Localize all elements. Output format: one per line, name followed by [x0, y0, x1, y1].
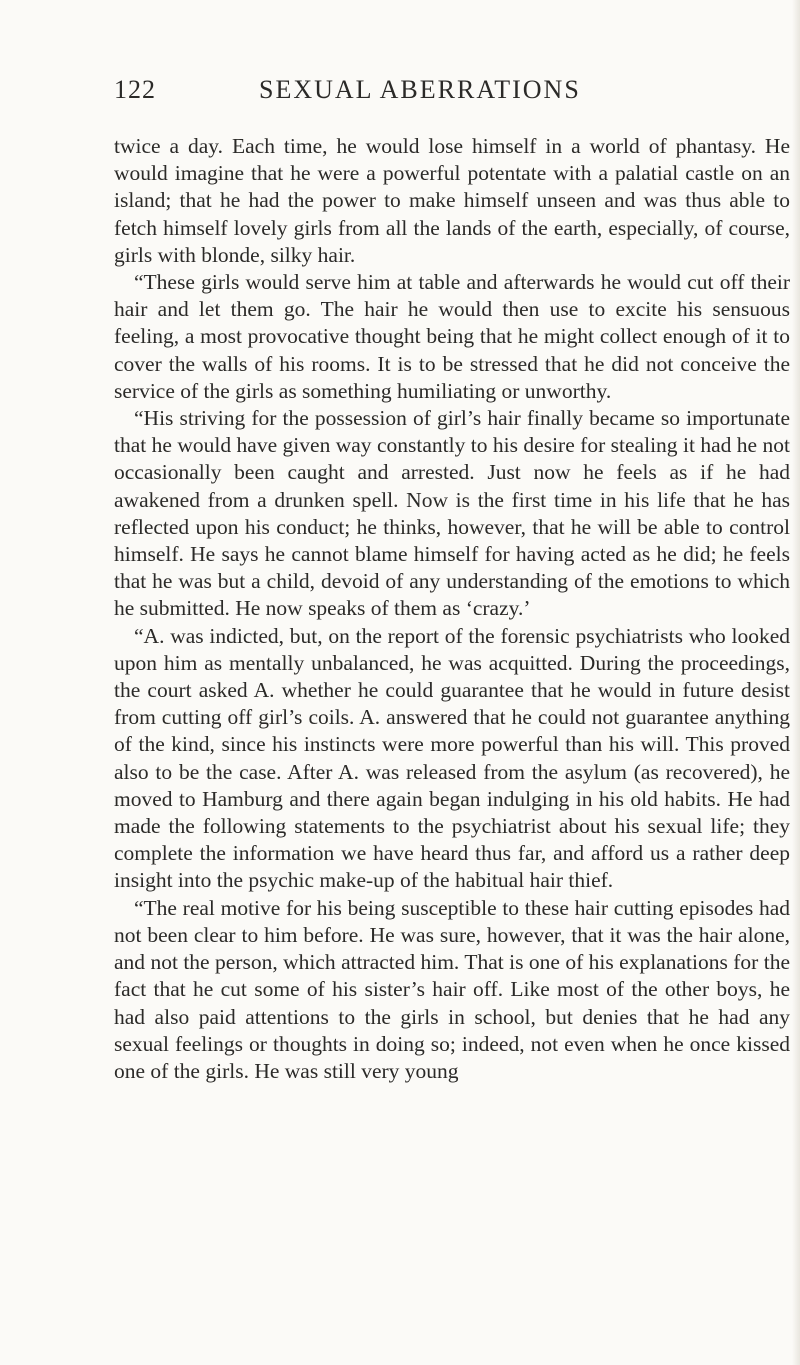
paragraph-4: “A. was indicted, but, on the report of the forensic psychiatrists who looked upon him as mentally unbalanced, he was acquitted. During the proceedings, the court asked A. whether he could guarantee that he would in future desist from cutting off girl’s coils. A. answered that he could not guarantee anything of the kind, since his instincts were more powerful than his will. This proved also to be the case. After A. was released from the asylum (as recovered), he moved to Hamburg and there again began indulging in his old habits. He had made the following statements to the psychiatrist about his sexual life; they complete the information we have heard thus far, and afford us a rather deep insight into the psychic make-up of the habitual hair thief. [114, 623, 790, 893]
body-text [114, 133, 790, 1085]
paragraph-3: “His striving for the possession of girl’s hair finally became so importunate that he would have given way constantly to his desire for stealing it had he not occasionally been caught and arrested. Just now he feels as if he had awakened from a drunken spell. Now is the first time in his life that he has reflected upon his conduct; he thinks, however, that he will be able to control himself. He says he cannot blame himself for having acted as he did; he feels that he was but a child, devoid of any understanding of the emotions to which he submitted. He now speaks of them as ‘crazy.’ [114, 406, 790, 621]
paragraph-1: twice a day. Each time, he would lose himself in a world of phantasy. He would imagine that he were a powerful potentate with a palatial castle on an island; that he had the power to make himself unseen and was thus able to fetch himself lovely girls from all the lands of the earth, especially, of course, girls with blonde, silky hair. [114, 134, 790, 267]
paragraph-2: “These girls would serve him at table and afterwards he would cut off their hair and let them go. The hair he would then use to excite his sensuous feeling, a most provocative thought being that he might collect enough of it to cover the walls of his rooms. It is to be stressed that he did not conceive the service of the girls as something humiliating or unworthy. [114, 270, 790, 403]
running-title: SEXUAL ABERRATIONS [259, 75, 581, 104]
running-head [114, 70, 790, 110]
page-edge-shadow [792, 0, 800, 1365]
page-number: 122 [114, 75, 156, 104]
paragraph-5: “The real motive for his being susceptible to these hair cutting episodes had not been clear to him before. He was sure, however, that it was the hair alone, and not the person, which attracted him. That is one of his explanations for the fact that he cut some of his sister’s hair off. Like most of the other boys, he had also paid attentions to the girls in school, but denies that he had any sexual feelings or thoughts in doing so; indeed, not even when he once kissed one of the girls. He was still very young [114, 895, 790, 1083]
